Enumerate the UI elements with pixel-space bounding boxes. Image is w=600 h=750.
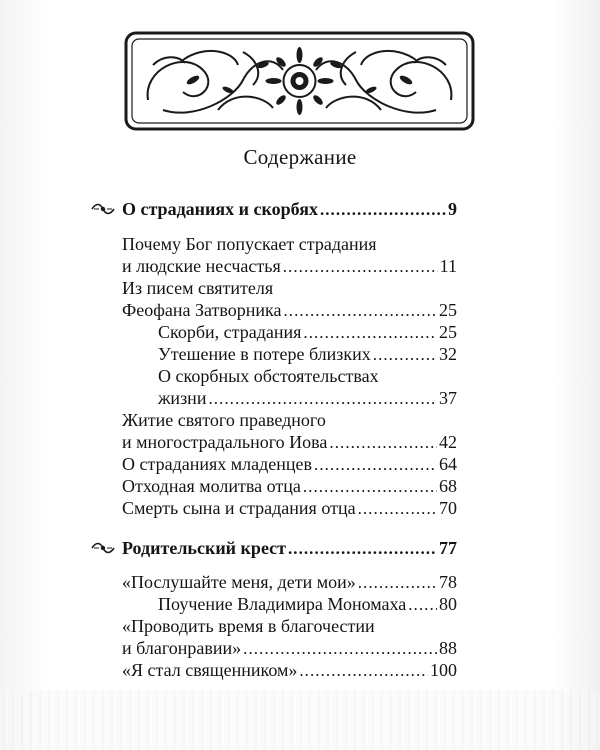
page-number: 25 [439,322,457,342]
floral-headpiece-icon [123,30,476,132]
entry-label: Феофана Затворника [122,300,282,320]
toc-entry[interactable] [122,658,457,683]
leader-dots [288,536,437,561]
leader-dots [320,197,446,222]
entry-label: Поучение Владимира Мономаха [158,594,407,614]
page-number: 9 [448,199,457,219]
toc-title: Содержание [243,145,357,169]
section-title: Родительский крест [122,538,286,558]
page-number: 37 [439,388,457,408]
page-number: 42 [439,432,457,452]
page-number: 78 [439,572,457,592]
page-number: 80 [439,594,457,614]
scan-texture [0,690,600,750]
entry-label: и людские несчастья [122,256,281,276]
leader-dots [299,658,428,683]
page-number: 68 [439,476,457,496]
section-title: О страданиях и скорбях [122,199,318,219]
entry-label: и благонравии» [122,638,242,658]
entry-line: О скорбных обстоятельствах [158,366,379,386]
leader-dots [358,496,437,521]
entry-line: Из писем святителя [122,278,274,298]
page-number: 25 [439,300,457,320]
entry-line: Житие святого праведного [122,410,326,430]
entry-line: «Проводить время в благочестии [122,616,375,636]
toc-section[interactable] [122,197,457,222]
entry-label: Утешение в потере близких [158,344,371,364]
leader-dots [408,592,437,617]
entry-label: и многострадального Иова [122,432,328,452]
entry-label: «Я стал священником» [122,660,298,680]
page-number: 32 [439,344,457,364]
entry-label: Смерть сына и страдания отца [122,498,356,518]
entry-line: Почему Бог попускает страдания [122,234,377,254]
fleuron-icon [90,202,116,216]
leader-dots [283,254,438,279]
page-number: 88 [439,638,457,658]
entry-label: «Послушайте меня, дети мои» [122,572,356,592]
entry-label: Отходная молитва отца [122,476,301,496]
page-number: 70 [439,498,457,518]
entry-label: жизни [158,388,207,408]
fleuron-icon [90,541,116,555]
toc-section[interactable] [122,536,457,561]
leader-dots [373,342,437,367]
page-number: 100 [430,660,457,680]
entry-label: Скорби, страдания [158,322,302,342]
page-number: 11 [439,256,457,276]
page-number: 77 [439,538,457,558]
page-number: 64 [439,454,457,474]
entry-label: О страданиях младенцев [122,454,313,474]
toc-entry[interactable] [122,496,457,521]
